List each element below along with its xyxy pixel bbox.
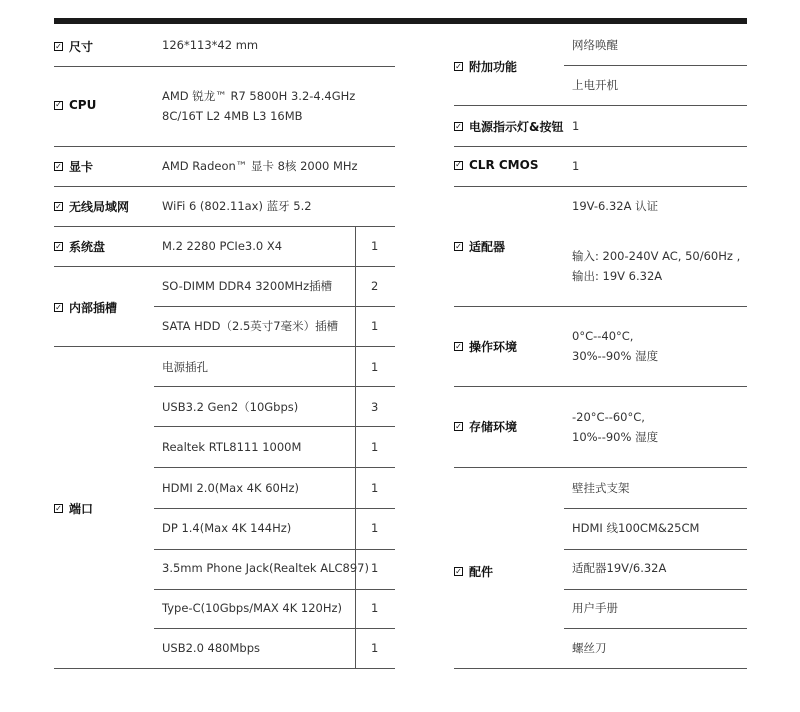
checkbox-icon: ✓ (55, 241, 62, 251)
checkbox-icon: ✓ (455, 160, 462, 169)
row-divider (564, 589, 747, 590)
spec-value-adapter-line1: 19V-6.32A 认证 (572, 199, 659, 213)
spec-label-extra-features: ✓ 附加功能 (455, 60, 518, 74)
checkbox-icon: ✓ (55, 161, 62, 171)
spec-value-storage-line1: -20°C--60°C, (572, 410, 645, 424)
row-divider (454, 186, 747, 187)
spec-value-system-disk: M.2 2280 PCIe3.0 X4 (162, 239, 283, 253)
row-divider (454, 146, 747, 147)
accessory-item: HDMI 线100CM&25CM (572, 521, 700, 535)
port-count: 1 (371, 481, 379, 495)
checkbox-icon: ✓ (455, 241, 462, 251)
checkbox-icon: ✓ (55, 41, 62, 51)
row-divider (154, 508, 395, 509)
port-item: DP 1.4(Max 4K 144Hz) (162, 521, 292, 535)
row-divider (154, 628, 395, 629)
row-divider (564, 549, 747, 550)
row-divider (154, 306, 395, 307)
spec-label-wlan: ✓ 无线局域网 (55, 200, 130, 214)
accessory-item: 壁挂式支架 (572, 481, 630, 495)
spec-label-adapter: ✓ 适配器 (455, 240, 506, 254)
port-item: 电源插孔 (162, 360, 208, 374)
accessory-item: 用户手册 (572, 601, 618, 615)
port-count: 1 (371, 360, 379, 374)
extra-item: 上电开机 (572, 78, 618, 92)
spec-label-cpu: ✓ CPU (55, 98, 97, 112)
spec-value-adapter-line3: 输出: 19V 6.32A (572, 269, 663, 283)
spec-label-operating-env: ✓ 操作环境 (455, 340, 518, 354)
checkbox-icon: ✓ (455, 121, 462, 131)
row-divider (154, 467, 395, 468)
row-divider (54, 668, 395, 669)
accessory-item: 螺丝刀 (572, 641, 607, 655)
slot-item: SO-DIMM DDR4 3200MHz插槽 (162, 279, 333, 293)
spec-label-accessories: ✓ 配件 (455, 565, 494, 579)
slot-count: 1 (371, 319, 379, 333)
spec-value-gpu: AMD Radeon™ 显卡 8核 2000 MHz (162, 159, 358, 173)
port-count: 1 (371, 601, 379, 615)
row-divider (564, 628, 747, 629)
row-divider (154, 549, 395, 550)
port-count: 3 (371, 400, 379, 414)
port-count: 1 (371, 641, 379, 655)
row-divider (454, 386, 747, 387)
spec-value-clr-cmos: 1 (572, 159, 580, 173)
checkbox-icon: ✓ (55, 201, 62, 211)
port-count: 1 (371, 440, 379, 454)
spec-label-system-disk: ✓ 系统盘 (55, 240, 106, 254)
spec-count-system-disk: 1 (371, 239, 379, 253)
row-divider (454, 668, 747, 669)
row-divider (564, 65, 747, 66)
spec-label-gpu: ✓ 显卡 (55, 160, 94, 174)
top-bar (54, 18, 747, 24)
slot-item: SATA HDD（2.5英寸7毫米）插槽 (162, 319, 339, 333)
port-item: Type-C(10Gbps/MAX 4K 120Hz) (162, 601, 343, 615)
spec-label-power-led: ✓ 电源指示灯&按钮 (455, 120, 564, 134)
row-divider (154, 589, 395, 590)
spec-value-operating-line2: 30%--90% 湿度 (572, 349, 659, 363)
spec-value-size: 126*113*42 mm (162, 38, 259, 52)
accessory-item: 适配器19V/6.32A (572, 561, 667, 575)
port-item: USB2.0 480Mbps (162, 641, 261, 655)
port-item: USB3.2 Gen2（10Gbps) (162, 400, 299, 414)
checkbox-icon: ✓ (55, 302, 62, 312)
slot-count: 2 (371, 279, 379, 293)
row-divider (454, 467, 747, 468)
checkbox-icon: ✓ (455, 341, 462, 351)
row-divider (54, 346, 395, 347)
checkbox-icon: ✓ (455, 61, 462, 71)
spec-value-adapter-line2: 输入: 200-240V AC, 50/60Hz , (572, 249, 741, 263)
spec-value-cpu-line2: 8C/16T L2 4MB L3 16MB (162, 109, 303, 123)
spec-label-size: ✓ 尺寸 (55, 40, 94, 54)
checkbox-icon: ✓ (55, 100, 62, 109)
row-divider (54, 146, 395, 147)
spec-value-power-led: 1 (572, 119, 580, 133)
spec-label-clr-cmos: ✓ CLR CMOS (455, 158, 539, 172)
row-divider (54, 266, 395, 267)
spec-label-storage-env: ✓ 存储环境 (455, 420, 518, 434)
row-divider (454, 306, 747, 307)
row-divider (154, 426, 395, 427)
port-item: 3.5mm Phone Jack(Realtek ALC897) (162, 561, 369, 575)
row-divider (54, 66, 395, 67)
spec-value-operating-line1: 0°C--40°C, (572, 329, 634, 343)
extra-item: 网络唤醒 (572, 38, 618, 52)
row-divider (454, 105, 747, 106)
spec-value-wlan: WiFi 6 (802.11ax) 蓝牙 5.2 (162, 199, 312, 213)
port-item: Realtek RTL8111 1000M (162, 440, 302, 454)
checkbox-icon: ✓ (455, 421, 462, 431)
row-divider (564, 508, 747, 509)
port-item: HDMI 2.0(Max 4K 60Hz) (162, 481, 299, 495)
spec-value-storage-line2: 10%--90% 湿度 (572, 430, 659, 444)
count-column-divider (355, 226, 356, 668)
port-count: 1 (371, 561, 379, 575)
row-divider (54, 186, 395, 187)
spec-label-internal-slots: ✓ 内部插槽 (55, 301, 118, 315)
row-divider (54, 226, 395, 227)
row-divider (154, 386, 395, 387)
spec-label-ports: ✓ 端口 (55, 502, 94, 516)
checkbox-icon: ✓ (455, 566, 462, 576)
spec-value-cpu-line1: AMD 锐龙™ R7 5800H 3.2-4.4GHz (162, 89, 356, 103)
checkbox-icon: ✓ (55, 503, 62, 513)
port-count: 1 (371, 521, 379, 535)
